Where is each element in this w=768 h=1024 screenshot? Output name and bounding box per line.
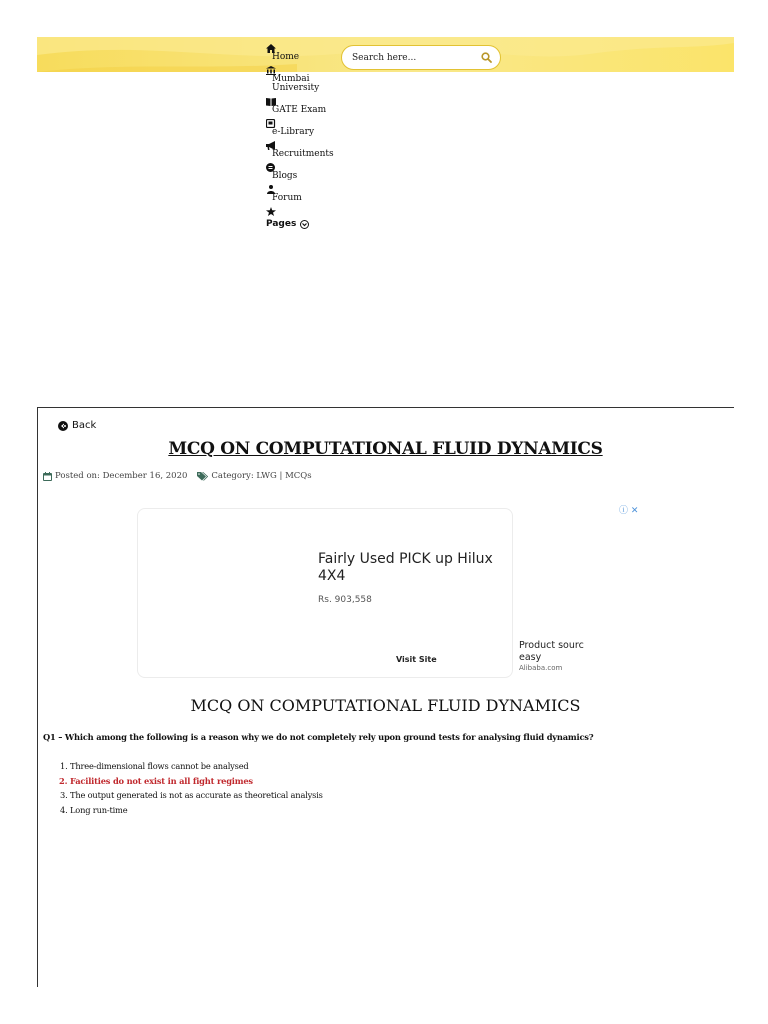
search-input[interactable] — [350, 52, 481, 64]
nav-item-recruitments[interactable] — [266, 141, 341, 159]
main-navigation — [266, 44, 341, 229]
question-text: Q1 – Which among the following is a reason why we do not completely rely upon ground tests for analysing fluid dynamics? — [43, 732, 594, 742]
nav-pages-label: Pages — [266, 219, 297, 229]
answer-options — [43, 759, 323, 817]
category-meta[interactable] — [197, 471, 311, 481]
nav-label: Mumbai University — [272, 74, 320, 93]
answer-option: 1. Three-dimensional flows cannot be analysed — [70, 759, 323, 774]
nav-label: GATE Exam — [272, 105, 327, 115]
nav-item-mumbai-university[interactable] — [266, 66, 341, 93]
star-icon — [266, 207, 276, 216]
ad-visit-button[interactable]: Visit Site — [396, 655, 437, 664]
chevron-down-icon — [300, 220, 309, 229]
ad-side-text: Product sourc easy — [519, 640, 584, 663]
nav-pages-dropdown[interactable] — [266, 220, 341, 229]
page-title: MCQ ON COMPUTATIONAL FLUID DYNAMICS — [168, 439, 603, 459]
advertisement-card[interactable] — [137, 508, 513, 678]
calendar-icon — [43, 472, 52, 481]
posted-text: Posted on: December 16, 2020 — [55, 471, 188, 481]
nav-label: Home — [272, 52, 300, 62]
search-icon[interactable] — [481, 52, 492, 63]
nav-item-e-library[interactable] — [266, 119, 341, 137]
nav-item-gate-exam[interactable] — [266, 97, 341, 115]
ad-price: Rs. 903,558 — [318, 595, 372, 605]
back-label: Back — [72, 420, 97, 431]
answer-option-correct: 2. Facilities do not exist in all fight regimes — [70, 774, 323, 789]
nav-item-star[interactable] — [266, 207, 341, 216]
ad-choices[interactable] — [619, 503, 638, 516]
back-link[interactable] — [58, 420, 96, 431]
answer-option: 3. The output generated is not as accurate as theoretical analysis — [70, 788, 323, 803]
nav-label: Recruitments — [272, 149, 334, 159]
nav-label: Forum — [272, 193, 302, 203]
posted-date — [43, 471, 187, 481]
info-icon[interactable]: ⓘ — [619, 506, 629, 516]
nav-item-home[interactable] — [266, 44, 341, 62]
arrow-left-icon — [58, 421, 68, 431]
category-text: Category: LWG | MCQs — [211, 471, 312, 481]
search-box — [341, 45, 501, 70]
ad-side-source: Alibaba.com — [519, 664, 563, 672]
post-meta — [43, 471, 312, 481]
article-heading: MCQ ON COMPUTATIONAL FLUID DYNAMICS — [190, 696, 581, 715]
nav-label: e-Library — [272, 127, 315, 137]
answer-option: 4. Long run-time — [70, 803, 323, 818]
ad-side-panel[interactable] — [519, 640, 599, 672]
tags-icon — [197, 472, 208, 481]
close-icon[interactable]: ✕ — [630, 506, 639, 516]
nav-label: Blogs — [272, 171, 298, 181]
nav-item-blogs[interactable] — [266, 163, 341, 181]
nav-item-forum[interactable] — [266, 185, 341, 203]
ad-title[interactable]: Fairly Used PICK up Hilux 4X4 — [318, 551, 493, 584]
